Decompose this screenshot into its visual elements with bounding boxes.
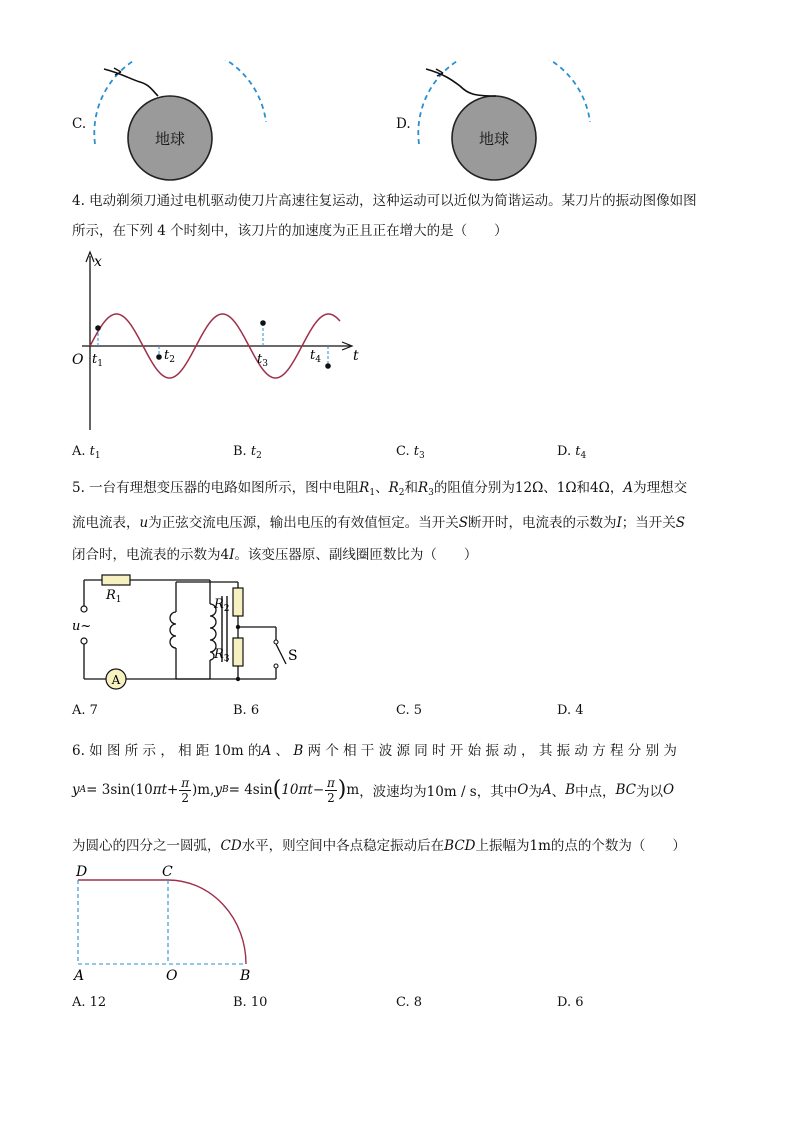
q4-option-c[interactable]: C. $t_3$: [396, 444, 425, 461]
secondary-coil: [170, 612, 176, 648]
earth-diagram-d: [412, 60, 602, 190]
source-label: u~: [72, 619, 92, 634]
switch-blade: [276, 644, 286, 664]
q5-option-a[interactable]: A. 7: [72, 703, 98, 718]
q4-option-b[interactable]: B. $t_2$: [233, 444, 262, 461]
q6-line-3: 为圆心的四分之一圆弧，CD水平，则空间中各点稳定振动后在BCD上振幅为1m的点的个数为（ ）: [72, 838, 686, 854]
label-d: D: [76, 864, 88, 880]
q6-option-d[interactable]: D. 6: [557, 995, 584, 1010]
q4-line-2: 所示，在下列 4 个时刻中，该刀片的加速度为正且正在增大的是（ ）: [72, 223, 508, 239]
axis-t-label: t: [353, 348, 359, 364]
q5-option-d[interactable]: D. 4: [557, 703, 584, 718]
option-d-label: D.: [396, 116, 411, 132]
r3-label: $R_3$: [214, 647, 230, 664]
q4-option-d[interactable]: D. $t_4$: [557, 444, 587, 461]
axis-x-label: x: [94, 254, 102, 270]
earth-diagram-c: [88, 60, 278, 190]
option-c-label: C.: [72, 116, 87, 132]
q5-option-c[interactable]: C. 5: [396, 703, 423, 718]
resistor-r3: [233, 638, 243, 666]
origin-label: O: [72, 352, 84, 368]
t3-label: $t_3$: [257, 352, 268, 369]
q5-line-2: 流电流表，u为正弦交流电压源，输出电压的有效值恒定。当开关S断开时，电流表的示数为I；当开关S: [72, 515, 686, 531]
q6-option-a[interactable]: A. 12: [72, 995, 107, 1010]
switch-label: S: [288, 648, 298, 664]
t4-label: $t_4$: [310, 348, 321, 365]
arc-figure: [70, 862, 270, 984]
label-a: A: [74, 968, 85, 984]
bc-arc: [168, 880, 246, 964]
q6-line-1: 6. 如 图 所 示 ， 相 距 10m 的A 、 B 两 个 相 干 波 源 同 时 开 始 振 动 ， 其 振 动 方 程 分 别 为: [72, 743, 677, 759]
q5-line-1: 5. 一台有理想变压器的电路如图所示，图中电阻$R_1$、$R_2$和$R_3$的阻值分别为12Ω、1Ω和4Ω，A为理想交: [72, 480, 688, 498]
terminal-icon: [81, 638, 87, 644]
fraction-pi-over-2: $\frac{\pi}{2}$: [181, 775, 190, 805]
point-t2: [156, 354, 162, 360]
q4-line-1: 4. 电动剃须刀通过电机驱动使刀片高速往复运动，这种运动可以近似为简谐运动。某刀片的振动图像如图: [72, 193, 697, 209]
earth-label: 地球: [478, 130, 510, 148]
resistor-r2: [233, 588, 243, 616]
trajectory-line: [426, 69, 496, 96]
ammeter-label: A: [111, 673, 121, 687]
r2-label: $R_2$: [214, 597, 230, 614]
point-t3: [260, 320, 266, 326]
secondary-circuit: [160, 578, 310, 690]
t2-label: $t_2$: [164, 348, 175, 365]
point-t1: [95, 325, 101, 331]
r1-label: $R_1$: [106, 588, 122, 605]
q5-line-3: 闭合时，电流表的示数为4I。该变压器原、副线圈匝数比为（ ）: [72, 547, 478, 563]
q6-option-c[interactable]: C. 8: [396, 995, 423, 1010]
label-c: C: [162, 864, 173, 880]
vibration-graph: [70, 248, 370, 438]
q4-option-a[interactable]: A. $t_1$: [72, 444, 101, 461]
label-o: O: [166, 968, 178, 984]
q6-equation-line: y A = 3sin(10 πt + $\frac{\pi}{2}$ )m, y B = 4sin ( 10πt − $\frac{\pi}{2}$ ) m ，波速均为10m / s，其中 O 为 A 、 B 中点， BC 为以 O: [72, 775, 675, 805]
q6-option-b[interactable]: B. 10: [233, 995, 268, 1010]
t1-label: $t_1$: [92, 352, 103, 369]
terminal-icon: [81, 606, 87, 612]
fraction-pi-over-2: $\frac{\pi}{2}$: [327, 775, 335, 805]
resistor-r1: [102, 575, 130, 585]
trajectory-line: [104, 69, 158, 96]
point-t4: [325, 363, 331, 369]
earth-label: 地球: [154, 130, 186, 148]
q5-option-b[interactable]: B. 6: [233, 703, 260, 718]
label-b: B: [240, 968, 251, 984]
